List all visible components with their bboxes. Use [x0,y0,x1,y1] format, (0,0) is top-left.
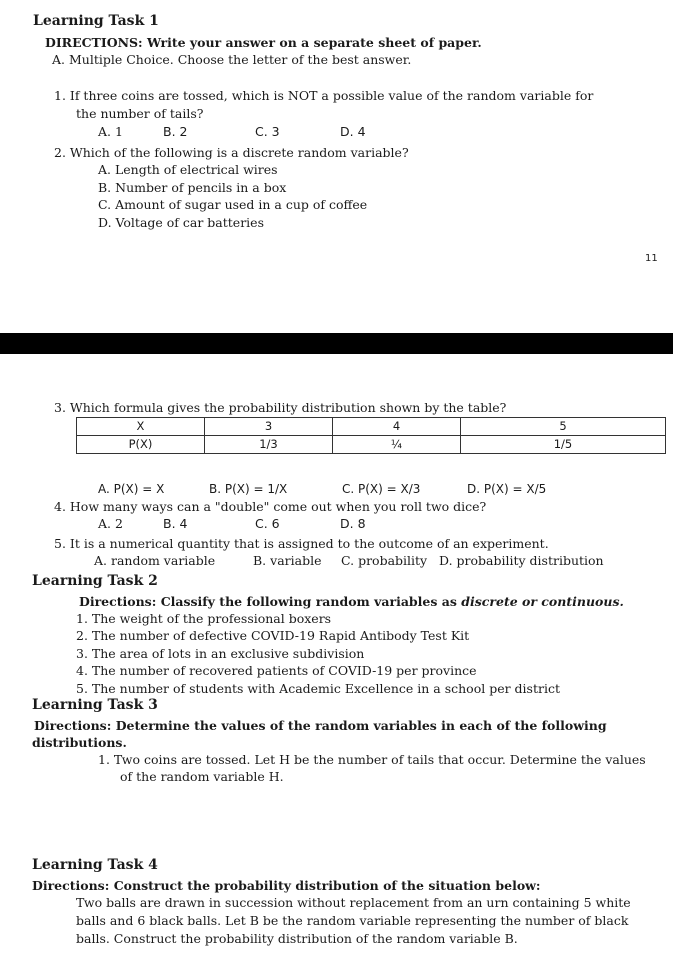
task2-item: 2. The number of defective COVID-19 Rapid Antibody Test Kit [76,628,470,643]
q4-choice-c: C. 6 [255,516,280,531]
q2-choice-d: D. Voltage of car batteries [98,215,264,230]
task2-item: 5. The number of students with Academic Excellence in a school per district [76,681,560,696]
task1-directions: DIRECTIONS: Write your answer on a separate sheet of paper. [45,35,482,50]
q4-choice-a: A. 2 [98,516,123,531]
task3-item-line1: 1. Two coins are tossed. Let H be the number of tails that occur. Determine the values [98,752,646,767]
q3-choice-c: C. P(X) = X/3 [342,482,421,496]
q1-choice-d: D. 4 [340,124,366,139]
q1-choice-c: C. 3 [255,124,280,139]
task1-title: Learning Task 1 [33,13,159,29]
q3-question: 3. Which formula gives the probability distribution shown by the table? [54,400,507,415]
task3-directions-line2: distributions. [32,735,127,750]
task4-title: Learning Task 4 [32,857,158,873]
table-row [77,418,666,436]
q1-choice-b: B. 2 [163,124,188,139]
task2-item: 1. The weight of the professional boxers [76,611,332,626]
page-divider [0,333,673,354]
q2-choice-c: C. Amount of sugar used in a cup of coffee [98,197,368,212]
task3-directions-line1: Directions: Determine the values of the random variables in each of the following [34,718,607,733]
table-cell: P(X) [77,436,205,454]
q5-choice-a: A. random variable [94,553,216,568]
q1-choice-a: A. 1 [98,124,123,139]
table-cell: 1/5 [461,436,666,454]
q5-choice-c: C. probability [341,553,428,568]
task4-body-line: balls. Construct the probability distribution of the random variable B. [76,931,518,946]
q5-choice-b: B. variable [253,553,322,568]
table-cell: 4 [333,418,461,436]
table-cell: 5 [461,418,666,436]
table-cell: 3 [205,418,333,436]
task2-item: 3. The area of lots in an exclusive subdivision [76,646,365,661]
task3-title: Learning Task 3 [32,697,158,713]
q4-choice-b: B. 4 [163,516,188,531]
table-row [77,436,666,454]
task2-item: 4. The number of recovered patients of COVID-19 per province [76,663,477,678]
q3-choice-b: B. P(X) = 1/X [209,482,288,496]
q1-line2: the number of tails? [76,106,204,121]
q4-question: 4. How many ways can a "double" come out when you roll two dice? [54,499,487,514]
task3-item-line2: of the random variable H. [120,769,284,784]
table-cell: ¼ [333,436,461,454]
task2-directions-emphasis: discrete or continuous. [461,594,624,609]
probability-table [76,417,666,454]
task1-subtitle: A. Multiple Choice. Choose the letter of the best answer. [52,52,412,67]
page-number: 11 [645,253,658,264]
q3-choice-a: A. P(X) = X [98,482,165,496]
task2-directions [79,593,624,610]
q1-line1: 1. If three coins are tossed, which is NOT a possible value of the random variable for [54,88,594,103]
q2-question: 2. Which of the following is a discrete random variable? [54,145,409,160]
q2-choice-b: B. Number of pencils in a box [98,180,287,195]
q5-choice-d: D. probability distribution [439,553,604,568]
table-cell: 1/3 [205,436,333,454]
task4-body-line: Two balls are drawn in succession without replacement from an urn containing 5 white [76,895,631,910]
q4-choice-d: D. 8 [340,516,366,531]
q2-choice-a: A. Length of electrical wires [98,162,278,177]
task4-directions: Directions: Construct the probability distribution of the situation below: [32,878,541,893]
q3-choice-d: D. P(X) = X/5 [467,482,547,496]
task2-directions-prefix: Directions: Classify the following random variables as [79,594,462,609]
task4-body-line: balls and 6 black balls. Let B be the random variable representing the number of black [76,913,629,928]
table-cell: X [77,418,205,436]
task2-title: Learning Task 2 [32,573,158,589]
q5-question: 5. It is a numerical quantity that is assigned to the outcome of an experiment. [54,536,549,551]
